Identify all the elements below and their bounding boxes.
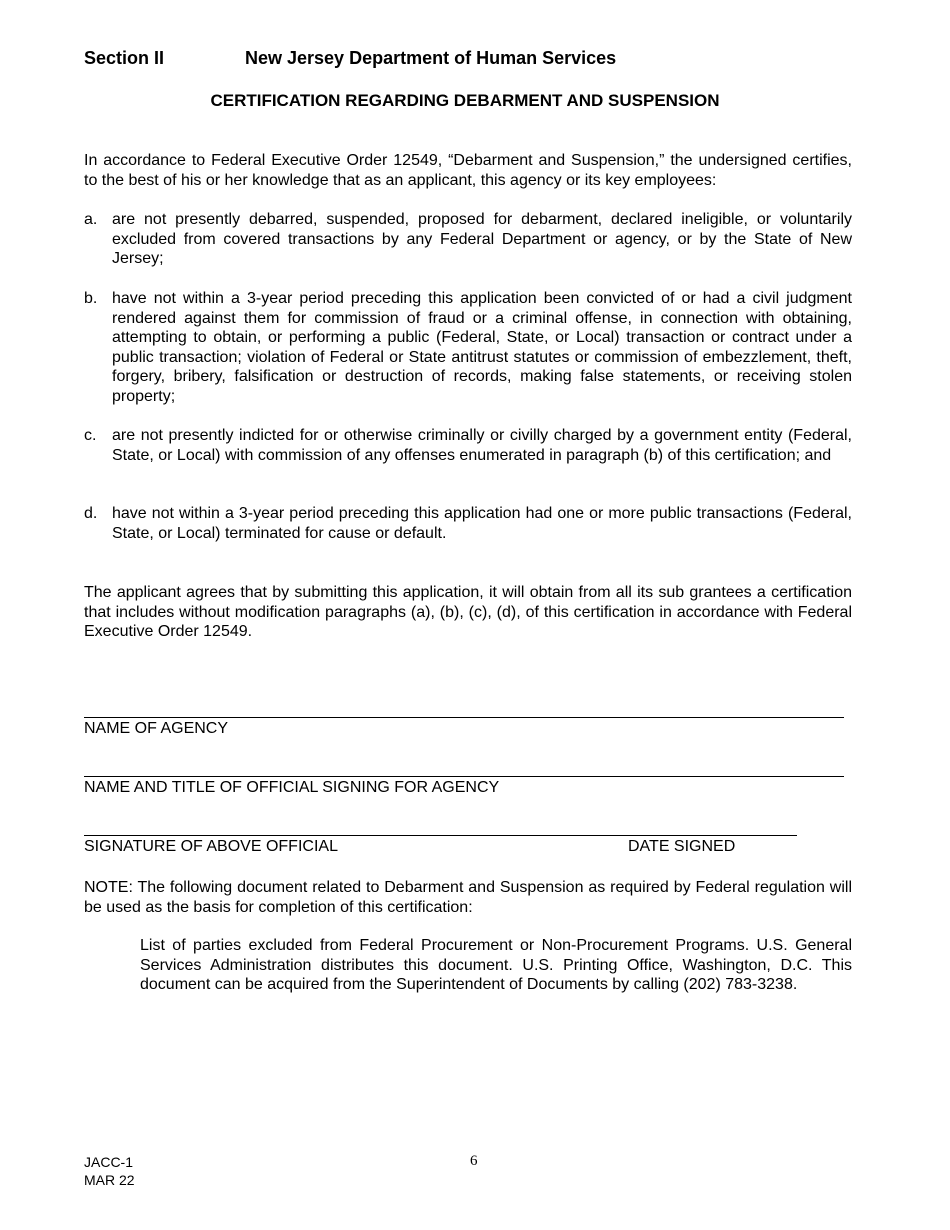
note-detail-paragraph: List of parties excluded from Federal Procurement or Non-Procurement Programs. U.S. General Services Administration distributes this document. U.S. Printing Office, Washington, D.C. This document can be acquired from the Superintendent of Documents by calling (202) 783-3238. — [140, 937, 852, 994]
signature-line[interactable] — [84, 835, 797, 836]
signature-label: SIGNATURE OF ABOVE OFFICIAL — [84, 838, 338, 855]
list-item-b — [84, 289, 852, 407]
form-revision: MAR 22 — [84, 1172, 135, 1188]
page-number: 6 — [470, 1153, 478, 1169]
date-signed-label: DATE SIGNED — [628, 838, 736, 855]
list-item-text: have not within a 3-year period preceding this application had one or more public transactions (Federal, State, or Local) terminated for cause or default. — [112, 505, 852, 542]
department-name: New Jersey Department of Human Services — [245, 48, 617, 68]
list-item-d — [84, 504, 852, 543]
section-label: Section II — [84, 48, 165, 68]
agreement-paragraph: The applicant agrees that by submitting this application, it will obtain from all its sub grantees a certification that includes without modification paragraphs (a), (b), (c), (d), of this certification in accordance with Federal Executive Order 12549. — [84, 584, 852, 641]
document-title: CERTIFICATION REGARDING DEBARMENT AND SUSPENSION — [210, 91, 720, 110]
agency-name-label: NAME OF AGENCY — [84, 720, 229, 737]
list-item-text: are not presently debarred, suspended, proposed for debarment, declared ineligible, or voluntarily excluded from covered transactions by any Federal Department or agency, or by the State of New Jersey; — [112, 211, 852, 268]
list-item-letter: d. — [84, 505, 98, 522]
list-item-letter: c. — [84, 427, 97, 444]
intro-paragraph: In accordance to Federal Executive Order 12549, “Debarment and Suspension,” the undersigned certifies, to the best of his or her knowledge that as an applicant, this agency or its key employees: — [84, 152, 852, 189]
list-item-text: have not within a 3-year period preceding this application been convicted of or had a civil judgment rendered against them for commission of fraud or a criminal offense, in connection with obtaining, attempting to obtain, or performing a public (Federal, State, or Local) transaction or contract under a public transaction; violation of Federal or State antitrust statutes or commission of embezzlement, theft, forgery, bribery, falsification or destruction of records, making false statements, or receiving stolen property; — [112, 290, 852, 405]
list-item-text: are not presently indicted for or otherwise criminally or civilly charged by a government entity (Federal, State, or Local) with commission of any offenses enumerated in paragraph (b) of this certification; and — [112, 427, 852, 464]
list-item-letter: b. — [84, 290, 98, 307]
list-item-a — [84, 210, 852, 269]
list-item-letter: a. — [84, 211, 98, 228]
agency-name-line[interactable] — [84, 717, 844, 718]
official-name-label: NAME AND TITLE OF OFFICIAL SIGNING FOR AGENCY — [84, 779, 500, 796]
official-name-line[interactable] — [84, 776, 844, 777]
form-id: JACC-1 — [84, 1154, 134, 1170]
note-paragraph: NOTE: The following document related to Debarment and Suspension as required by Federal regulation will be used as the basis for completion of this certification: — [84, 879, 852, 916]
list-item-c — [84, 426, 852, 465]
